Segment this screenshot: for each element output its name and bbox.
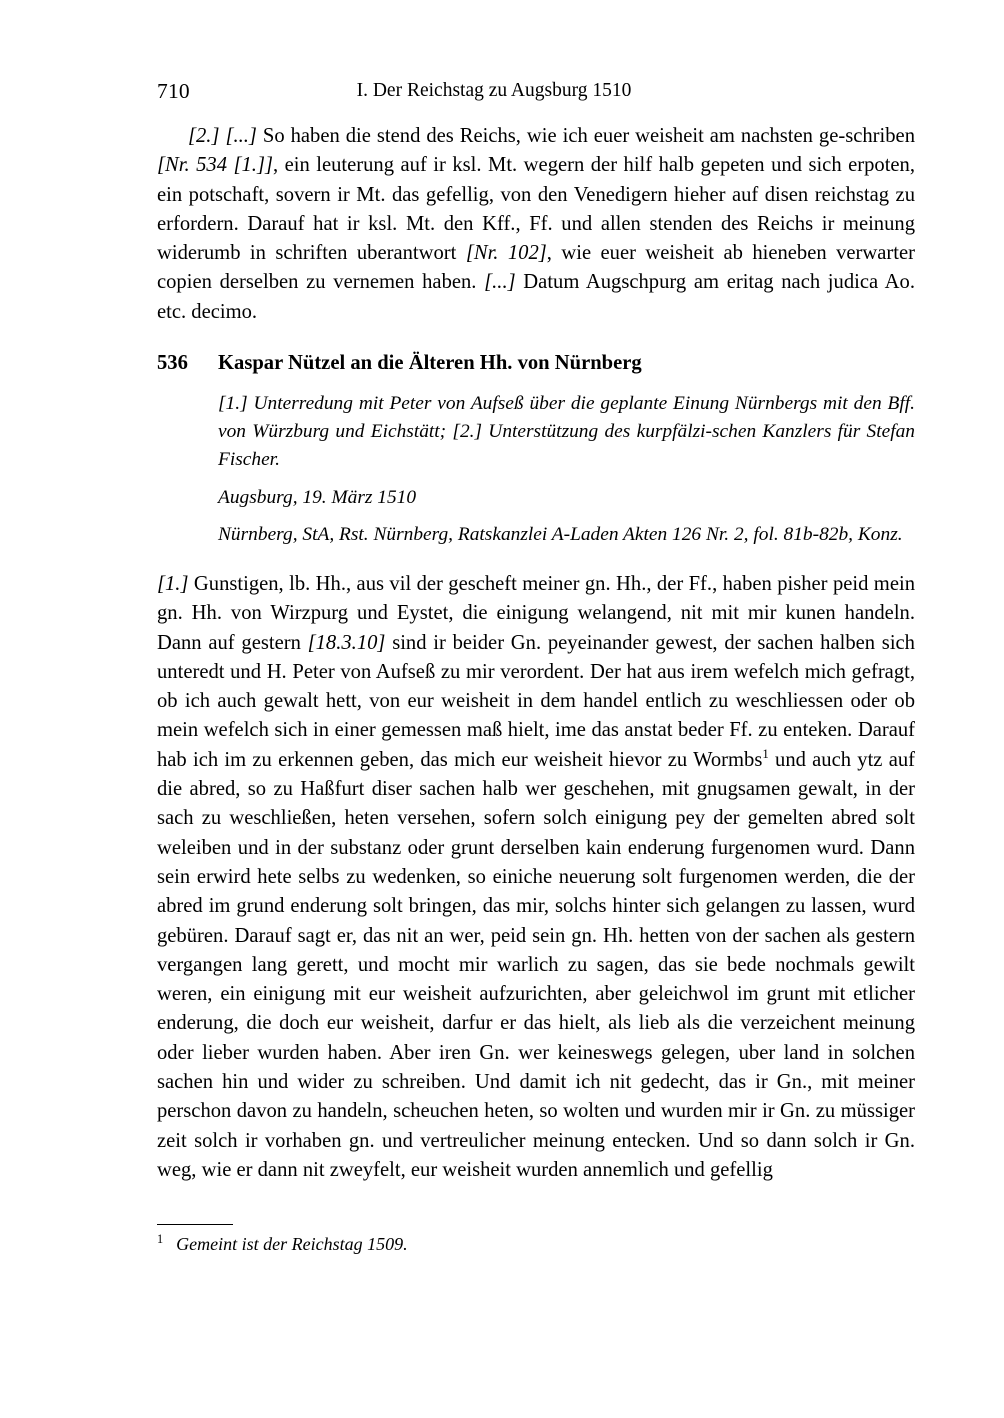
section-marker: [2.] [...] bbox=[188, 125, 257, 147]
continued-text-2: , ein leuterung auf ir ksl. Mt. wegern der hilf halb gepeten und sich erpoten, ein potschaft, sovern ir Mt. das gefellig, von den Venedigern hieher auf disen reichstag zu erfordern. Darauf hat ir ksl. Mt. den Kff., Ff. und allen stenden des Reichs ir meinung widerumb in schriften uberantwort bbox=[157, 154, 916, 265]
cross-reference-1: [Nr. 534 [1.]] bbox=[157, 154, 273, 177]
continued-text-3: , wie euer weisheit ab hieneben verwarter copien derselben zu vernemen haben. bbox=[157, 242, 915, 294]
footnote-number: 1 bbox=[157, 1232, 164, 1246]
main-body-block bbox=[157, 570, 915, 1185]
archive-reference: Nürnberg, StA, Rst. Nürnberg, Ratskanzlei A-Laden Akten 126 Nr. 2, fol. 81b-82b, Konz. bbox=[218, 523, 903, 545]
continued-paragraph-block bbox=[157, 122, 915, 327]
main-paragraph bbox=[157, 570, 915, 1185]
footnote-separator-rule bbox=[157, 1224, 233, 1225]
running-head bbox=[157, 78, 915, 104]
date-reference: [18.3.10] bbox=[307, 631, 386, 654]
cross-reference-2: [Nr. 102] bbox=[465, 242, 547, 265]
document-title: Kaspar Nützel an die Älteren Hh. von Nürnberg bbox=[218, 352, 642, 374]
main-text-part-2: sind ir beider Gn. peyeinander gewest, der sachen halben sich unteredt und H. Peter von Aufseß zu mir verordent. Der hat aus irem wefelch mich gefragt, ob ich auch gewalt hett, von eur weisheit in dem handel entlich zu weschliessen oder ob mein wefelch sich in einer gemessen maß hielt, ime das anstat beder Ff. zu enteken. Darauf hab ich im zu erkennen geben, das mich eur weisheit hievor zu Wormbs bbox=[157, 631, 915, 771]
footnote-reference-1[interactable]: 1 bbox=[762, 746, 769, 761]
running-title: I. Der Reichstag zu Augsburg 1510 bbox=[356, 80, 632, 101]
footnote-item bbox=[157, 1232, 915, 1257]
continued-text-4: Datum Augschpurg am eritag nach judica Ao. etc. decimo. bbox=[157, 271, 915, 323]
continued-text-1: So haben die stend des Reichs, wie ich euer weisheit am nachsten ge-schriben bbox=[256, 125, 915, 147]
main-text-part-3: und auch ytz auf die abred, so zu Haßfurt diser sachen halb wer geschehen, mit gnugsamen gewalt, in der sach zu weschließen, heten versehen, sofern solch einigung pey der gemelten abred solt weleiben und in der substanz oder grunt derselben kain enderung furgenomen wurd. Dann sein erwird hete selbs zu wedenken, so einiche neuerung solt furgenomen werden, die der abred im grund enderung solt bringen, das mir, solchs hinter sich gelangen zu lassen, wurd gebüren. Darauf sagt er, das nit an wer, peid sein gn. Hh. hetten von der sachen als gestern vergangen lang gerett, und mocht mir warlich zu sagen, das sie bede nochmals gewilt weren, ein einigung mit eur weisheit aufzurichten, aber geleichwol im grunt mit etlicher enderung, die doch eur weisheit, darfur er das hielt, als lieb als die verzeichent meinung oder lieber wurden haben. Aber iren Gn. wer keineswegs gelegen, uber land in solchen sachen hin und wider zu schreiben. Und damit ich nit gedecht, das ir Gn., mit meiner perschon davon zu handeln, scheuchen heten, so wolten und wurden mir ir Gn. zu müssiger zeit solch ir vorhaben gn. und vertreulicher meinung entecken. Und so dann solch ir Gn. weg, wie er dann nit zweyfelt, eur weisheit wurden annemlich und gefellig bbox=[157, 748, 915, 1181]
main-text-part-1: Gunstigen, lb. Hh., aus vil der gescheft meiner gn. Hh., der Ff., haben pisher peid mein gn. Hh. von Wirzpurg und Eystet, die einigung welangend, nit mit mir kunen handeln. Dann auf gestern bbox=[157, 573, 915, 654]
regest-block bbox=[218, 390, 915, 549]
document-number: 536 bbox=[157, 352, 188, 374]
footnote-text: Gemeint ist der Reichstag 1509. bbox=[176, 1234, 408, 1254]
place-and-date: Augsburg, 19. März 1510 bbox=[218, 486, 417, 508]
regest-summary: [1.] Unterredung mit Peter von Aufseß über die geplante Einung Nürnbergs mit den Bff. von Würzburg und Eichstätt; [2.] Unterstützung des kurpfälzi-schen Kanzlers für Stefan Fischer. bbox=[218, 393, 915, 471]
page-number: 710 bbox=[157, 79, 190, 103]
ellipsis-marker: [...] bbox=[484, 271, 516, 294]
paragraph-marker: [1.] bbox=[157, 573, 189, 595]
document-heading bbox=[157, 350, 915, 377]
footnote-apparatus bbox=[157, 1224, 915, 1257]
continued-paragraph bbox=[157, 122, 915, 327]
